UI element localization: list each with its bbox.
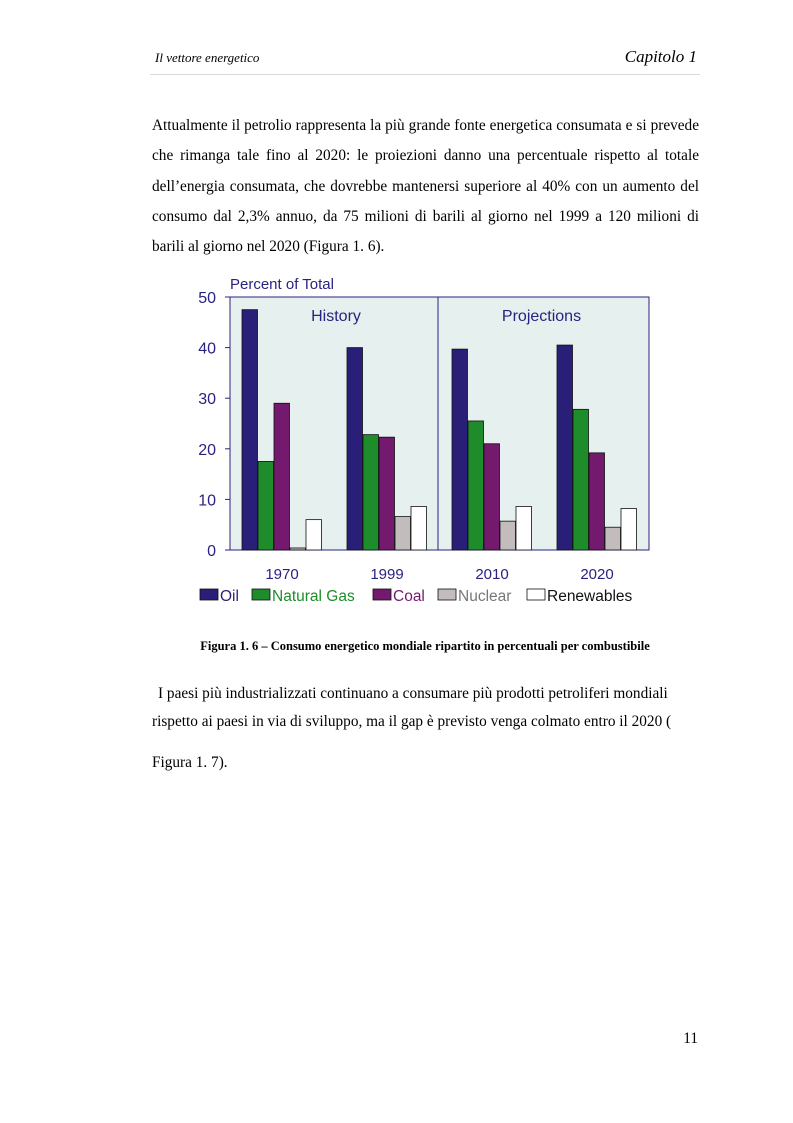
bar-renewables-1970 [306, 520, 322, 550]
legend-label-renewables: Renewables [547, 588, 633, 605]
y-tick-label: 20 [198, 441, 216, 459]
bar-natural-gas-2010 [468, 421, 484, 550]
bar-nuclear-2020 [605, 527, 621, 550]
bar-coal-2020 [589, 453, 605, 550]
bar-nuclear-1999 [395, 517, 411, 550]
page-number: 11 [683, 1030, 698, 1047]
bar-nuclear-1970 [290, 548, 306, 550]
bar-coal-1970 [274, 403, 290, 550]
header-rule [150, 74, 700, 75]
legend-swatch-nuclear [438, 589, 456, 600]
x-tick-label-2010: 2010 [475, 566, 509, 583]
bar-renewables-2020 [621, 509, 637, 550]
body-paragraph-2-line-1: I paesi più industrializzati continuano a consumare più prodotti petroliferi mondiali [158, 685, 668, 702]
legend-label-coal: Coal [393, 588, 425, 605]
bar-natural-gas-2020 [573, 409, 589, 550]
running-header-title: Il vettore energetico [155, 50, 260, 65]
y-tick-label: 40 [198, 340, 216, 358]
bar-oil-1970 [242, 310, 258, 550]
body-paragraph-2-line-2: rispetto ai paesi in via di sviluppo, ma il gap è previsto venga colmato entro il 2020 ( [152, 713, 672, 730]
legend-swatch-coal [373, 589, 391, 600]
legend-swatch-natural-gas [252, 589, 270, 600]
figure-caption: Figura 1. 6 – Consumo energetico mondiale ripartito in percentuali per combustibile [200, 639, 650, 653]
x-tick-label-1999: 1999 [370, 566, 404, 583]
y-tick-label: 10 [198, 492, 216, 510]
legend-label-oil: Oil [220, 588, 239, 605]
y-tick-label: 30 [198, 391, 216, 409]
legend-label-nuclear: Nuclear [458, 588, 512, 605]
legend-swatch-renewables [527, 589, 545, 600]
x-tick-label-1970: 1970 [265, 566, 299, 583]
legend [200, 588, 633, 605]
running-header-chapter: Capitolo 1 [624, 47, 697, 66]
y-axis [198, 290, 230, 560]
chart-title: Percent of Total [230, 276, 334, 293]
bar-oil-1999 [347, 348, 363, 550]
legend-label-natural-gas: Natural Gas [272, 588, 355, 605]
panel-label-history: History [311, 308, 361, 325]
bar-coal-2010 [484, 444, 500, 550]
x-tick-label-2020: 2020 [580, 566, 614, 583]
bar-natural-gas-1970 [258, 461, 274, 550]
y-tick-label: 50 [198, 290, 216, 307]
body-paragraph-2 [152, 680, 702, 736]
bar-nuclear-2010 [500, 521, 516, 550]
bar-oil-2020 [557, 345, 573, 550]
legend-swatch-oil [200, 589, 218, 600]
panel-label-projections: Projections [501, 308, 582, 325]
bar-coal-1999 [379, 437, 395, 550]
body-paragraph-3: Figura 1. 7). [152, 754, 228, 771]
bar-renewables-1999 [411, 506, 427, 550]
body-paragraph-1: Attualmente il petrolio rappresenta la più grande fonte energetica consumata e si prevede che rimanga tale fino al 2020: le proiezioni danno una percentuale rispetto al totale dell’energia consumata, che dovrebbe mantenersi superiore al 40% con un aumento del consumo dal 2,3% annuo, da 75 milioni di barili al giorno nel 1999 a 120 milioni di barili al giorno nel 2020 (Figura 1. 6). [152, 117, 699, 256]
bar-renewables-2010 [516, 506, 532, 550]
bar-natural-gas-1999 [363, 435, 379, 550]
bar-oil-2010 [452, 349, 468, 550]
y-tick-label: 0 [207, 543, 216, 560]
energy-share-bar-chart [190, 270, 650, 615]
